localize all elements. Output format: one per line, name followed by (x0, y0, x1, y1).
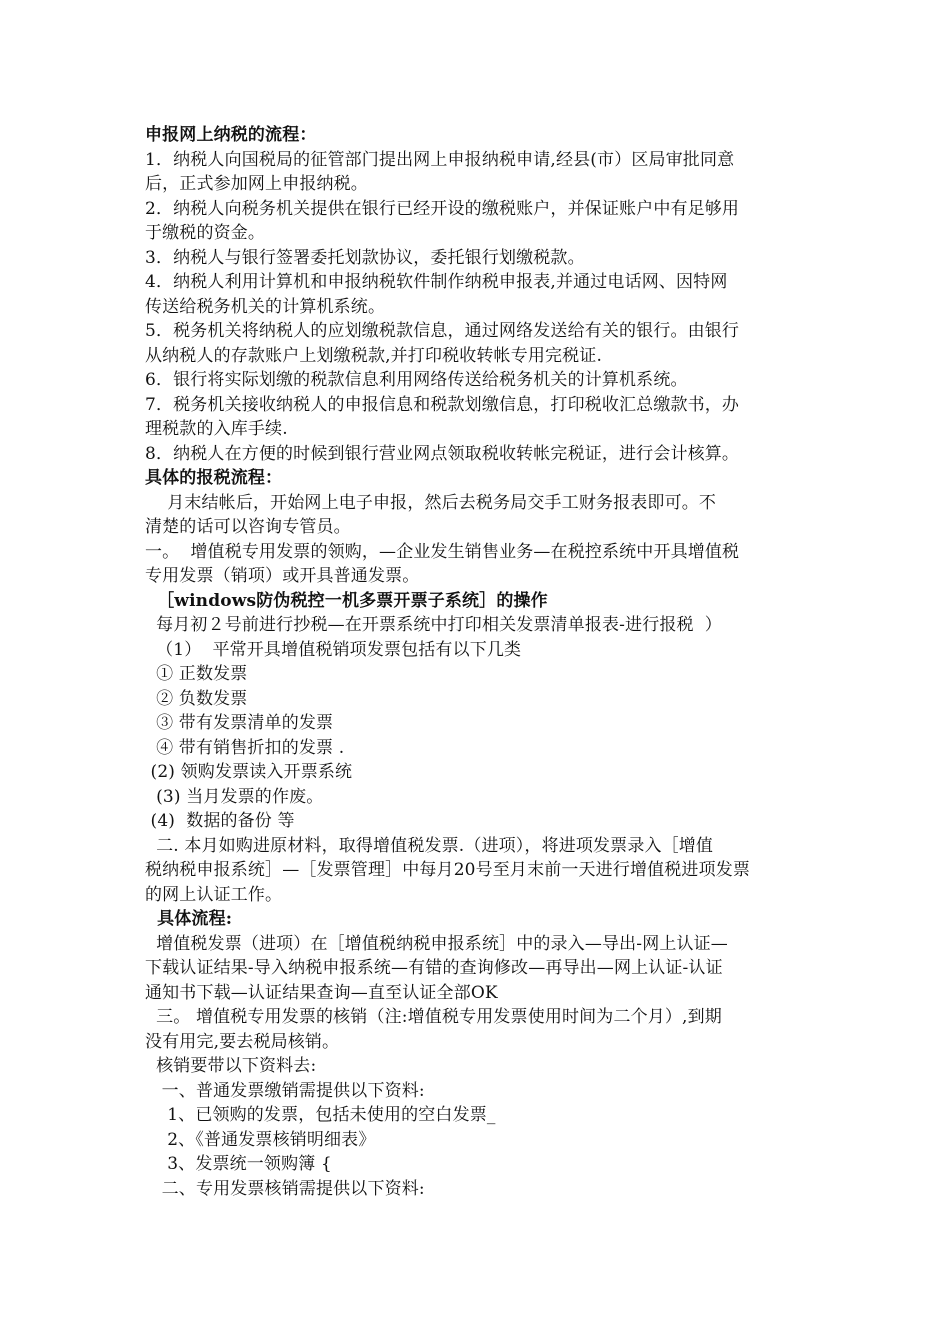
text-line: 7．税务机关接收纳税人的申报信息和税款划缴信息，打印税收汇总缴款书，办 (145, 394, 740, 415)
text-line: 核销要带以下资料去: (145, 1056, 317, 1076)
text-line: ① 正数发票 (145, 664, 248, 684)
text-line: 清楚的话可以咨询专管员。 (145, 517, 351, 537)
text-line: 后，正式参加网上申报纳税。 (145, 174, 368, 194)
text-line: (4) 数据的备份 等 (145, 811, 295, 831)
text-line: 专用发票（销项）或开具普通发票。 (145, 566, 420, 586)
text-line: 2、《普通发票核销明细表》 (145, 1129, 376, 1150)
text-line: 从纳税人的存款账户上划缴税款,并打印税收转帐专用完税证. (145, 345, 603, 366)
text-line: 1．纳税人向国税局的征管部门提出网上申报纳税申请,经县(市）区局审批同意 (145, 149, 735, 170)
text-line: ② 负数发票 (145, 688, 248, 709)
text-line: 增值税发票（进项）在［增值税纳税申报系统］中的录入—导出-网上认证— (145, 933, 728, 954)
text-line: 5．税务机关将纳税人的应划缴税款信息，通过网络发送给有关的银行。由银行 (145, 321, 740, 341)
text-line: 6．银行将实际划缴的税款信息利用网络传送给税务机关的计算机系统。 (145, 370, 688, 390)
text-line: 于缴税的资金。 (145, 223, 266, 243)
text-line: 没有用完,要去税局核销。 (145, 1031, 340, 1052)
section-heading: 申报网上纳税的流程： (145, 125, 317, 145)
text-line: 税纳税申报系统］—［发票管理］中每月20号至月末前一天进行增值税进项发票 (145, 860, 751, 880)
section-heading: 具体流程: (145, 909, 233, 929)
text-line: 3、发票统一领购簿 { (145, 1154, 332, 1174)
text-line: 每月初２号前进行抄税—在开票系统中打印相关发票清单报表-进行报税 ） (145, 615, 722, 635)
text-line: 一。 增值税专用发票的领购，—企业发生销售业务—在税控系统中开具增值税 (145, 541, 740, 562)
text-line: 二. 本月如购进原材料，取得增值税发票.（进项），将进项发票录入［增值 (145, 835, 714, 856)
section-heading: ［windows防伪税控一机多票开票子系统］的操作 (145, 590, 548, 611)
text-line: (2) 领购发票读入开票系统 (145, 762, 353, 782)
text-line: 月末结帐后，开始网上电子申报，然后去税务局交手工财务报表即可。不 (145, 492, 717, 513)
text-line: 的网上认证工作。 (145, 884, 283, 905)
text-line: ③ 带有发票清单的发票 (145, 713, 334, 733)
document-body (145, 123, 810, 1201)
text-line: 2．纳税人向税务机关提供在银行已经开设的缴税账户，并保证账户中有足够用 (145, 198, 740, 219)
text-line: 1、已领购的发票，包括未使用的空白发票_ (145, 1105, 496, 1125)
text-line: 一、普通发票缴销需提供以下资料: (145, 1080, 425, 1101)
text-line: 4．纳税人利用计算机和申报纳税软件制作纳税申报表,并通过电话网、因特网 (145, 272, 728, 292)
text-line: （1） 平常开具增值税销项发票包括有以下几类 (145, 639, 522, 660)
text-line: 8．纳税人在方便的时候到银行营业网点领取税收转帐完税证，进行会计核算。 (145, 443, 740, 464)
text-line: 理税款的入库手续. (145, 419, 288, 439)
section-heading: 具体的报税流程： (145, 468, 283, 488)
text-line: 传送给税务机关的计算机系统。 (145, 296, 386, 317)
text-line: 下载认证结果-导入纳税申报系统—有错的查询修改—再导出—网上认证-认证 (145, 958, 723, 978)
text-line: 3．纳税人与银行签署委托划款协议，委托银行划缴税款。 (145, 247, 585, 268)
text-line: 通知书下载—认证结果查询—直至认证全部OK (145, 982, 498, 1003)
text-line: (3) 当月发票的作废。 (145, 786, 324, 807)
text-line: ④ 带有销售折扣的发票 . (145, 737, 345, 758)
text-line: 二、专用发票核销需提供以下资料: (145, 1178, 425, 1199)
text-line: 三。 增值税专用发票的核销（注:增值税专用发票使用时间为二个月）,到期 (145, 1007, 722, 1027)
